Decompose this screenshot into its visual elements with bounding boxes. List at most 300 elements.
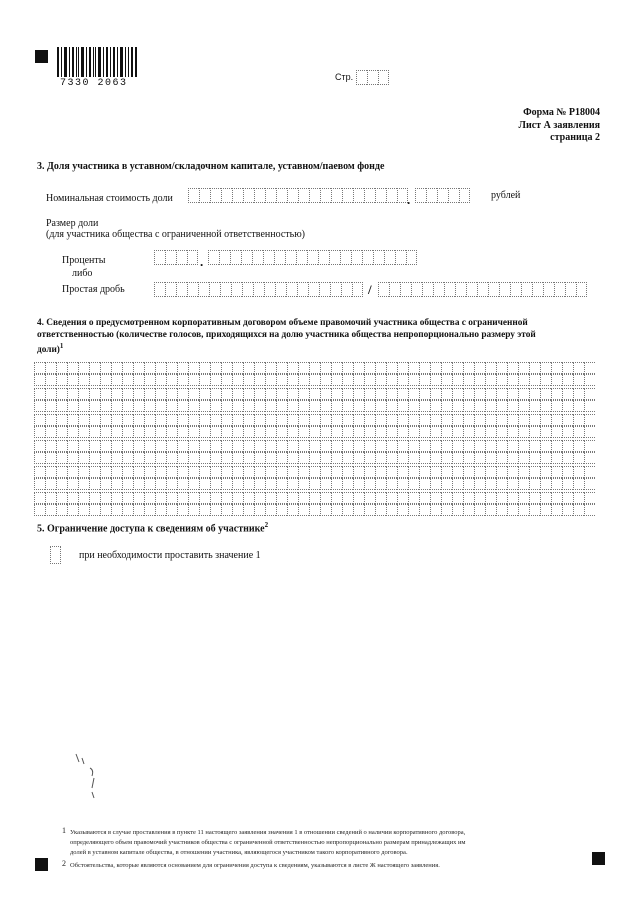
- grid-cell[interactable]: [397, 426, 408, 438]
- grid-cell[interactable]: [496, 426, 507, 438]
- input-cell[interactable]: [342, 188, 353, 203]
- grid-cell[interactable]: [309, 466, 320, 478]
- grid-cell[interactable]: [45, 478, 56, 490]
- grid-row[interactable]: [34, 504, 595, 516]
- grid-cell[interactable]: [45, 374, 56, 386]
- grid-cell[interactable]: [221, 492, 232, 504]
- grid-cell[interactable]: [507, 492, 518, 504]
- grid-cell[interactable]: [452, 388, 463, 400]
- grid-cell[interactable]: [551, 414, 562, 426]
- input-cell[interactable]: [362, 250, 373, 265]
- input-cell[interactable]: [285, 250, 296, 265]
- grid-cell[interactable]: [243, 426, 254, 438]
- input-cell[interactable]: [154, 250, 165, 265]
- grid-cell[interactable]: [441, 504, 452, 516]
- grid-cell[interactable]: [122, 466, 133, 478]
- restrict-access-checkbox[interactable]: [50, 546, 61, 564]
- grid-cell[interactable]: [540, 374, 551, 386]
- input-cell[interactable]: [296, 250, 307, 265]
- grid-cell[interactable]: [177, 414, 188, 426]
- grid-cell[interactable]: [100, 374, 111, 386]
- grid-cell[interactable]: [584, 452, 595, 464]
- grid-cell[interactable]: [463, 440, 474, 452]
- grid-cell[interactable]: [386, 400, 397, 412]
- grid-cell[interactable]: [419, 388, 430, 400]
- grid-cell[interactable]: [89, 400, 100, 412]
- grid-cell[interactable]: [232, 440, 243, 452]
- grid-cell[interactable]: [452, 400, 463, 412]
- input-cell[interactable]: [165, 250, 176, 265]
- grid-cell[interactable]: [518, 374, 529, 386]
- grid-cell[interactable]: [298, 478, 309, 490]
- grid-cell[interactable]: [166, 504, 177, 516]
- grid-cell[interactable]: [232, 374, 243, 386]
- grid-cell[interactable]: [155, 426, 166, 438]
- grid-cell[interactable]: [540, 452, 551, 464]
- grid-cell[interactable]: [34, 400, 45, 412]
- input-cell[interactable]: [532, 282, 543, 297]
- grid-cell[interactable]: [331, 466, 342, 478]
- grid-cell[interactable]: [210, 466, 221, 478]
- grid-cell[interactable]: [210, 504, 221, 516]
- grid-cell[interactable]: [221, 452, 232, 464]
- grid-cell[interactable]: [507, 388, 518, 400]
- input-cell[interactable]: [287, 188, 298, 203]
- grid-cell[interactable]: [144, 400, 155, 412]
- grid-cell[interactable]: [89, 440, 100, 452]
- grid-cell[interactable]: [177, 440, 188, 452]
- grid-cell[interactable]: [474, 362, 485, 374]
- input-cell[interactable]: [254, 188, 265, 203]
- grid-cell[interactable]: [474, 466, 485, 478]
- grid-cell[interactable]: [375, 400, 386, 412]
- grid-cell[interactable]: [529, 414, 540, 426]
- grid-cell[interactable]: [496, 478, 507, 490]
- input-cell[interactable]: [565, 282, 576, 297]
- grid-cell[interactable]: [430, 440, 441, 452]
- grid-cell[interactable]: [210, 452, 221, 464]
- grid-cell[interactable]: [441, 362, 452, 374]
- grid-cell[interactable]: [320, 400, 331, 412]
- grid-cell[interactable]: [562, 466, 573, 478]
- grid-cell[interactable]: [89, 478, 100, 490]
- grid-cell[interactable]: [573, 452, 584, 464]
- grid-cell[interactable]: [287, 426, 298, 438]
- grid-cell[interactable]: [518, 452, 529, 464]
- grid-cell[interactable]: [144, 374, 155, 386]
- grid-cell[interactable]: [320, 504, 331, 516]
- grid-cell[interactable]: [243, 374, 254, 386]
- grid-cell[interactable]: [265, 388, 276, 400]
- grid-cell[interactable]: [529, 504, 540, 516]
- grid-cell[interactable]: [507, 504, 518, 516]
- grid-cell[interactable]: [221, 440, 232, 452]
- grid-cell[interactable]: [342, 478, 353, 490]
- grid-cell[interactable]: [375, 440, 386, 452]
- grid-cell[interactable]: [56, 466, 67, 478]
- grid-cell[interactable]: [441, 374, 452, 386]
- grid-cell[interactable]: [177, 492, 188, 504]
- grid-cell[interactable]: [584, 414, 595, 426]
- grid-cell[interactable]: [320, 466, 331, 478]
- grid-cell[interactable]: [573, 478, 584, 490]
- grid-cell[interactable]: [166, 452, 177, 464]
- input-cell[interactable]: [253, 282, 264, 297]
- grid-cell[interactable]: [276, 478, 287, 490]
- grid-cell[interactable]: [518, 388, 529, 400]
- grid-cell[interactable]: [254, 426, 265, 438]
- grid-cell[interactable]: [56, 362, 67, 374]
- grid-cell[interactable]: [287, 452, 298, 464]
- grid-cell[interactable]: [364, 400, 375, 412]
- grid-cell[interactable]: [540, 440, 551, 452]
- grid-cell[interactable]: [353, 374, 364, 386]
- grid-cell[interactable]: [243, 440, 254, 452]
- grid-cell[interactable]: [419, 466, 430, 478]
- input-cell[interactable]: [329, 250, 340, 265]
- grid-cell[interactable]: [166, 400, 177, 412]
- grid-cell[interactable]: [144, 414, 155, 426]
- input-cell[interactable]: [331, 188, 342, 203]
- grid-cell[interactable]: [408, 492, 419, 504]
- grid-cell[interactable]: [100, 414, 111, 426]
- nominal-value-fraction-field[interactable]: [415, 188, 470, 203]
- input-cell[interactable]: [415, 188, 426, 203]
- grid-cell[interactable]: [122, 426, 133, 438]
- grid-cell[interactable]: [353, 426, 364, 438]
- grid-cell[interactable]: [452, 504, 463, 516]
- grid-cell[interactable]: [386, 388, 397, 400]
- grid-cell[interactable]: [485, 452, 496, 464]
- grid-cell[interactable]: [573, 414, 584, 426]
- grid-cell[interactable]: [441, 466, 452, 478]
- input-cell[interactable]: [297, 282, 308, 297]
- grid-cell[interactable]: [254, 362, 265, 374]
- grid-cell[interactable]: [485, 388, 496, 400]
- grid-cell[interactable]: [67, 478, 78, 490]
- grid-cell[interactable]: [529, 466, 540, 478]
- grid-cell[interactable]: [485, 466, 496, 478]
- grid-cell[interactable]: [430, 362, 441, 374]
- grid-cell[interactable]: [441, 426, 452, 438]
- grid-cell[interactable]: [342, 414, 353, 426]
- grid-cell[interactable]: [463, 478, 474, 490]
- grid-cell[interactable]: [364, 426, 375, 438]
- grid-cell[interactable]: [485, 440, 496, 452]
- grid-cell[interactable]: [210, 374, 221, 386]
- grid-cell[interactable]: [562, 504, 573, 516]
- grid-cell[interactable]: [56, 414, 67, 426]
- grid-cell[interactable]: [386, 504, 397, 516]
- grid-cell[interactable]: [199, 492, 210, 504]
- grid-cell[interactable]: [232, 362, 243, 374]
- grid-cell[interactable]: [463, 504, 474, 516]
- grid-cell[interactable]: [551, 478, 562, 490]
- input-cell[interactable]: [176, 250, 187, 265]
- grid-cell[interactable]: [155, 478, 166, 490]
- grid-cell[interactable]: [166, 388, 177, 400]
- input-cell[interactable]: [220, 282, 231, 297]
- grid-row[interactable]: [34, 426, 595, 438]
- grid-cell[interactable]: [111, 414, 122, 426]
- input-cell[interactable]: [242, 282, 253, 297]
- grid-cell[interactable]: [342, 388, 353, 400]
- grid-cell[interactable]: [166, 478, 177, 490]
- grid-cell[interactable]: [320, 362, 331, 374]
- grid-cell[interactable]: [573, 362, 584, 374]
- grid-cell[interactable]: [34, 478, 45, 490]
- grid-cell[interactable]: [397, 362, 408, 374]
- grid-cell[interactable]: [320, 388, 331, 400]
- grid-cell[interactable]: [155, 492, 166, 504]
- grid-cell[interactable]: [265, 492, 276, 504]
- grid-cell[interactable]: [584, 492, 595, 504]
- input-cell[interactable]: [378, 282, 389, 297]
- grid-cell[interactable]: [562, 440, 573, 452]
- grid-cell[interactable]: [89, 362, 100, 374]
- grid-cell[interactable]: [276, 388, 287, 400]
- grid-cell[interactable]: [320, 452, 331, 464]
- grid-cell[interactable]: [166, 492, 177, 504]
- input-cell[interactable]: [406, 250, 417, 265]
- grid-cell[interactable]: [133, 466, 144, 478]
- nominal-value-integer-field[interactable]: [188, 188, 408, 203]
- grid-cell[interactable]: [221, 504, 232, 516]
- input-cell[interactable]: [275, 282, 286, 297]
- grid-cell[interactable]: [221, 388, 232, 400]
- grid-cell[interactable]: [232, 466, 243, 478]
- grid-cell[interactable]: [232, 504, 243, 516]
- grid-cell[interactable]: [232, 400, 243, 412]
- grid-cell[interactable]: [67, 466, 78, 478]
- grid-cell[interactable]: [309, 400, 320, 412]
- grid-cell[interactable]: [386, 466, 397, 478]
- grid-cell[interactable]: [584, 388, 595, 400]
- grid-cell[interactable]: [34, 492, 45, 504]
- grid-cell[interactable]: [386, 362, 397, 374]
- grid-cell[interactable]: [56, 504, 67, 516]
- grid-cell[interactable]: [342, 504, 353, 516]
- grid-cell[interactable]: [298, 466, 309, 478]
- grid-cell[interactable]: [364, 362, 375, 374]
- grid-cell[interactable]: [298, 426, 309, 438]
- grid-cell[interactable]: [430, 478, 441, 490]
- grid-cell[interactable]: [529, 440, 540, 452]
- grid-cell[interactable]: [573, 388, 584, 400]
- grid-cell[interactable]: [375, 362, 386, 374]
- input-cell[interactable]: [263, 250, 274, 265]
- input-cell[interactable]: [576, 282, 587, 297]
- grid-cell[interactable]: [331, 374, 342, 386]
- grid-cell[interactable]: [397, 504, 408, 516]
- grid-cell[interactable]: [166, 440, 177, 452]
- grid-cell[interactable]: [276, 466, 287, 478]
- grid-row[interactable]: [34, 466, 595, 478]
- grid-cell[interactable]: [188, 466, 199, 478]
- grid-cell[interactable]: [419, 440, 430, 452]
- input-cell[interactable]: [265, 188, 276, 203]
- grid-cell[interactable]: [276, 452, 287, 464]
- grid-cell[interactable]: [331, 414, 342, 426]
- grid-cell[interactable]: [441, 440, 452, 452]
- grid-cell[interactable]: [452, 492, 463, 504]
- grid-cell[interactable]: [34, 414, 45, 426]
- grid-cell[interactable]: [67, 504, 78, 516]
- grid-cell[interactable]: [177, 452, 188, 464]
- grid-cell[interactable]: [254, 492, 265, 504]
- grid-cell[interactable]: [155, 414, 166, 426]
- grid-cell[interactable]: [342, 452, 353, 464]
- grid-cell[interactable]: [331, 426, 342, 438]
- input-cell[interactable]: [252, 250, 263, 265]
- grid-cell[interactable]: [56, 440, 67, 452]
- grid-cell[interactable]: [133, 388, 144, 400]
- grid-cell[interactable]: [496, 492, 507, 504]
- grid-cell[interactable]: [584, 426, 595, 438]
- grid-cell[interactable]: [166, 362, 177, 374]
- grid-cell[interactable]: [309, 478, 320, 490]
- grid-cell[interactable]: [155, 400, 166, 412]
- grid-cell[interactable]: [34, 452, 45, 464]
- grid-cell[interactable]: [408, 440, 419, 452]
- grid-cell[interactable]: [529, 362, 540, 374]
- grid-cell[interactable]: [243, 504, 254, 516]
- input-cell[interactable]: [187, 282, 198, 297]
- grid-cell[interactable]: [529, 478, 540, 490]
- input-cell[interactable]: [384, 250, 395, 265]
- grid-cell[interactable]: [397, 400, 408, 412]
- input-cell[interactable]: [364, 188, 375, 203]
- grid-cell[interactable]: [507, 440, 518, 452]
- grid-cell[interactable]: [78, 452, 89, 464]
- grid-cell[interactable]: [298, 388, 309, 400]
- input-cell[interactable]: [210, 188, 221, 203]
- input-cell[interactable]: [400, 282, 411, 297]
- grid-cell[interactable]: [188, 400, 199, 412]
- grid-cell[interactable]: [111, 362, 122, 374]
- grid-cell[interactable]: [540, 400, 551, 412]
- input-cell[interactable]: [307, 250, 318, 265]
- grid-cell[interactable]: [584, 362, 595, 374]
- grid-cell[interactable]: [122, 400, 133, 412]
- grid-cell[interactable]: [56, 492, 67, 504]
- grid-cell[interactable]: [210, 388, 221, 400]
- grid-cell[interactable]: [78, 362, 89, 374]
- grid-cell[interactable]: [408, 452, 419, 464]
- grid-cell[interactable]: [474, 426, 485, 438]
- grid-cell[interactable]: [177, 478, 188, 490]
- grid-cell[interactable]: [463, 426, 474, 438]
- grid-cell[interactable]: [397, 452, 408, 464]
- grid-cell[interactable]: [34, 440, 45, 452]
- grid-cell[interactable]: [78, 478, 89, 490]
- grid-cell[interactable]: [188, 414, 199, 426]
- grid-cell[interactable]: [507, 400, 518, 412]
- grid-cell[interactable]: [309, 414, 320, 426]
- input-cell[interactable]: [521, 282, 532, 297]
- grid-cell[interactable]: [287, 362, 298, 374]
- grid-cell[interactable]: [496, 414, 507, 426]
- grid-cell[interactable]: [133, 362, 144, 374]
- grid-cell[interactable]: [199, 440, 210, 452]
- grid-cell[interactable]: [287, 478, 298, 490]
- grid-cell[interactable]: [67, 452, 78, 464]
- grid-cell[interactable]: [551, 388, 562, 400]
- grid-cell[interactable]: [353, 440, 364, 452]
- grid-cell[interactable]: [485, 400, 496, 412]
- grid-cell[interactable]: [419, 452, 430, 464]
- grid-cell[interactable]: [529, 388, 540, 400]
- grid-cell[interactable]: [463, 374, 474, 386]
- grid-cell[interactable]: [518, 492, 529, 504]
- grid-cell[interactable]: [287, 400, 298, 412]
- input-cell[interactable]: [444, 282, 455, 297]
- grid-cell[interactable]: [221, 466, 232, 478]
- grid-cell[interactable]: [485, 504, 496, 516]
- grid-cell[interactable]: [474, 440, 485, 452]
- grid-cell[interactable]: [122, 362, 133, 374]
- grid-cell[interactable]: [452, 426, 463, 438]
- input-cell[interactable]: [208, 250, 219, 265]
- grid-cell[interactable]: [188, 492, 199, 504]
- grid-cell[interactable]: [562, 452, 573, 464]
- input-cell[interactable]: [395, 250, 406, 265]
- grid-cell[interactable]: [199, 414, 210, 426]
- grid-cell[interactable]: [287, 388, 298, 400]
- input-cell[interactable]: [353, 188, 364, 203]
- input-cell[interactable]: [320, 188, 331, 203]
- grid-cell[interactable]: [441, 388, 452, 400]
- grid-cell[interactable]: [430, 374, 441, 386]
- input-cell[interactable]: [386, 188, 397, 203]
- grid-cell[interactable]: [584, 504, 595, 516]
- grid-cell[interactable]: [111, 478, 122, 490]
- grid-cell[interactable]: [419, 504, 430, 516]
- grid-cell[interactable]: [342, 440, 353, 452]
- grid-cell[interactable]: [100, 362, 111, 374]
- grid-cell[interactable]: [320, 414, 331, 426]
- grid-cell[interactable]: [155, 452, 166, 464]
- grid-cell[interactable]: [441, 400, 452, 412]
- grid-cell[interactable]: [133, 452, 144, 464]
- grid-cell[interactable]: [518, 466, 529, 478]
- grid-cell[interactable]: [507, 362, 518, 374]
- grid-cell[interactable]: [573, 492, 584, 504]
- grid-cell[interactable]: [34, 426, 45, 438]
- grid-cell[interactable]: [452, 362, 463, 374]
- grid-cell[interactable]: [144, 362, 155, 374]
- input-cell[interactable]: [188, 188, 199, 203]
- grid-row[interactable]: [34, 440, 595, 452]
- grid-cell[interactable]: [397, 388, 408, 400]
- grid-cell[interactable]: [551, 374, 562, 386]
- grid-cell[interactable]: [243, 478, 254, 490]
- grid-cell[interactable]: [562, 426, 573, 438]
- input-cell[interactable]: [232, 188, 243, 203]
- grid-cell[interactable]: [111, 388, 122, 400]
- percent-fraction-field[interactable]: [208, 250, 417, 265]
- grid-cell[interactable]: [364, 492, 375, 504]
- grid-cell[interactable]: [452, 478, 463, 490]
- grid-cell[interactable]: [474, 400, 485, 412]
- grid-cell[interactable]: [430, 400, 441, 412]
- grid-cell[interactable]: [133, 504, 144, 516]
- grid-cell[interactable]: [56, 478, 67, 490]
- grid-cell[interactable]: [265, 362, 276, 374]
- grid-cell[interactable]: [265, 466, 276, 478]
- grid-cell[interactable]: [298, 400, 309, 412]
- grid-cell[interactable]: [562, 374, 573, 386]
